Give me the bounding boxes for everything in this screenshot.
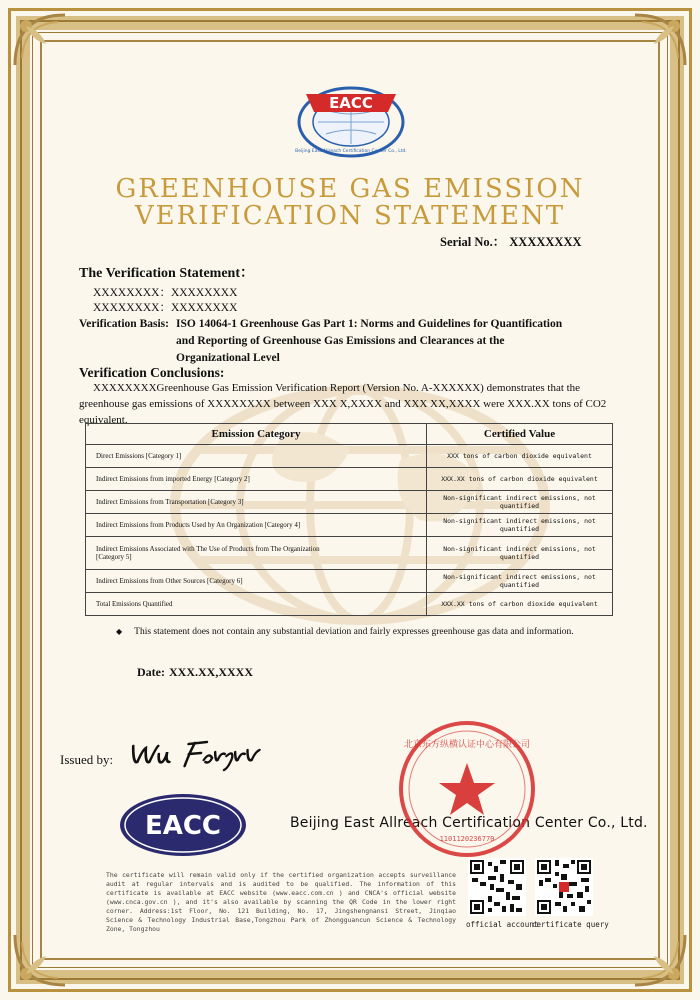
seal-number: 1101120236770 xyxy=(439,835,495,843)
row-value: Non-significant indirect emissions, not quantified xyxy=(427,537,613,570)
title-line-2: VERIFICATION STATEMENT xyxy=(134,201,566,231)
eacc-logo-text: EACC xyxy=(329,94,373,112)
serial-label: Serial No.： xyxy=(440,235,506,249)
row-category: Indirect Emissions from Products Used by An Organization [Category 4] xyxy=(86,514,427,537)
table-row xyxy=(86,570,613,593)
qr-label-certificate-query: certificate query xyxy=(532,920,609,929)
basis-line-3: Organizational Level xyxy=(176,352,280,364)
row-category: Indirect Emissions from Other Sources [Category 6] xyxy=(86,570,427,593)
qr-code-icon[interactable] xyxy=(535,858,593,916)
corner-ornament-icon xyxy=(10,10,70,70)
corner-ornament-icon xyxy=(10,930,70,990)
date xyxy=(133,665,253,680)
statement-line-2: XXXXXXXX：XXXXXXXX xyxy=(93,302,238,314)
qr-label-official-account: official account xyxy=(466,920,539,929)
row-category: Indirect Emissions Associated with The Use of Products from The Organization [Category 5] xyxy=(86,537,427,570)
serial-value: XXXXXXXX xyxy=(509,235,582,249)
statement-line-1: XXXXXXXX：XXXXXXXX xyxy=(93,287,238,299)
conclusions-text: XXXXXXXXGreenhouse Gas Emission Verification Report (Version No. A-XXXXXX) demonstrates that the greenhouse gas emissions of XXXXXXXX between XXX X,XXXX and XXX XX,XXXX were XXX.XX tons of CO2 equivalent. xyxy=(79,382,607,426)
corner-ornament-icon xyxy=(630,10,690,70)
date-label: Date: xyxy=(137,665,165,679)
row-category: Indirect Emissions from imported Energy [Category 2] xyxy=(86,468,427,491)
diamond-bullet-icon: ◆ xyxy=(116,627,123,636)
eacc-bottom-logo-text: EACC xyxy=(144,811,222,841)
title-line-1: GREENHOUSE GAS EMISSION xyxy=(115,174,585,204)
row-category: Direct Emissions [Category 1] xyxy=(86,445,427,468)
table-row xyxy=(86,593,613,616)
table-row xyxy=(86,468,613,491)
row-value: XXX.XX tons of carbon dioxide equivalent xyxy=(427,468,613,491)
basis-label: Verification Basis: xyxy=(79,318,169,330)
qr-code-icon[interactable] xyxy=(468,858,526,916)
basis-line-2: and Reporting of Greenhouse Gas Emissions and Clearances at the xyxy=(176,335,505,347)
svg-text:北京东方纵横认证中心有限公司: 北京东方纵横认证中心有限公司 xyxy=(403,740,531,750)
serial-number xyxy=(436,232,582,250)
row-value: Non-significant indirect emissions, not quantified xyxy=(427,491,613,514)
fine-print: The certificate will remain valid only if the certified organization accepts surveillance audit at regular intervals and is audited to be qualified. The information of this certificate is available at EACC website (www.eacc.com.cn ) and CNCA's official website (www.cnca.gov.cn ), and it's also available by scanning the QR Code in the lower right corner. Address:1st Floor, No. 121 Building, No. 17, Jingshengnansi Street, Jinqiao Science & Technology Industrial Base,Tongzhou Park of Zhongguancun Science & Technology Zone, Tongzhou xyxy=(106,871,456,933)
note-text: This statement does not contain any substantial deviation and fairly expresses greenhouse gas data and information. xyxy=(134,627,574,637)
eacc-bottom-logo-icon xyxy=(118,793,248,857)
corner-ornament-icon xyxy=(630,930,690,990)
table-row xyxy=(86,514,613,537)
table-row xyxy=(86,491,613,514)
table-row xyxy=(86,537,613,570)
table-row xyxy=(86,445,613,468)
company-name: Beijing East Allreach Certification Center Co., Ltd. xyxy=(290,815,648,831)
handwritten-signature-icon xyxy=(126,738,267,772)
row-value: XXX.XX tons of carbon dioxide equivalent xyxy=(427,593,613,616)
emission-table xyxy=(85,423,613,616)
issued-by-label: Issued by: xyxy=(60,752,114,767)
table-header-row xyxy=(86,424,613,445)
verification-basis xyxy=(79,316,599,367)
row-value: Non-significant indirect emissions, not quantified xyxy=(427,514,613,537)
svg-text:Beijing East Allreach Certific: Beijing East Allreach Certification Center Co., Ltd. xyxy=(295,149,407,154)
date-value: XXX.XX,XXXX xyxy=(168,665,253,679)
row-value: XXX tons of carbon dioxide equivalent xyxy=(427,445,613,468)
header-certified-value: Certified Value xyxy=(427,424,613,445)
statement-heading: The Verification Statement： xyxy=(79,266,254,281)
statement-note xyxy=(116,627,574,637)
signature xyxy=(124,738,266,779)
basis-line-1: ISO 14064-1 Greenhouse Gas Part 1: Norms and Guidelines for Quantification xyxy=(176,318,563,330)
row-value: Non-significant indirect emissions, not quantified xyxy=(427,570,613,593)
conclusions-heading: Verification Conclusions: xyxy=(79,365,225,380)
header-emission-category: Emission Category xyxy=(86,424,427,445)
eacc-logo-icon xyxy=(288,72,414,160)
row-category: Total Emissions Quantified xyxy=(86,593,427,616)
official-seal-icon xyxy=(395,717,540,862)
row-category: Indirect Emissions from Transportation [Category 3] xyxy=(86,491,427,514)
